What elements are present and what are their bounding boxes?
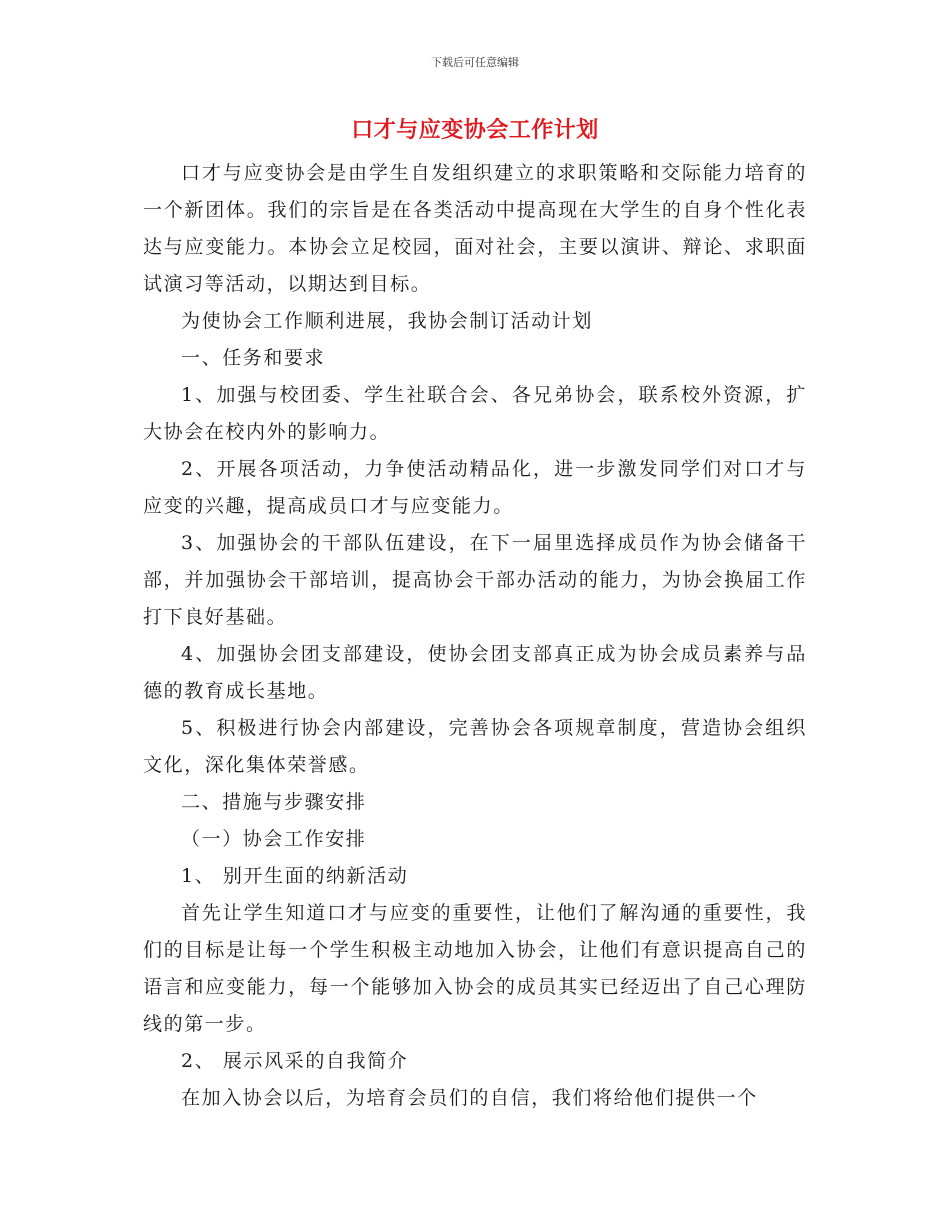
document-body: [143, 155, 807, 1117]
task-item-5: 5、积极进行协会内部建设，完善协会各项规章制度，营造协会组织文化，深化集体荣誉感。: [143, 717, 807, 776]
item-heading-recruitment: 1、 别开生面的纳新活动: [181, 865, 409, 887]
paragraph-intro: 口才与应变协会是由学生自发组织建立的求职策略和交际能力培育的一个新团体。我们的宗旨是在各类活动中提高现在大学生的自身个性化表达与应变能力。本协会立足校园，面对社会，主要以演讲、辩论、求职面试演习等活动，以期达到目标。: [143, 162, 807, 295]
task-item-3: 3、加强协会的干部队伍建设，在下一届里选择成员作为协会储备干部，并加强协会干部培训，提高协会干部办活动的能力，为协会换届工作打下良好基础。: [143, 532, 807, 628]
section-heading-tasks: 一、任务和要求: [181, 347, 326, 369]
paragraph-introduction: 在加入协会以后，为培育会员们的自信，我们将给他们提供一个: [181, 1087, 758, 1109]
item-heading-introduction: 2、 展示风采的自我简介: [181, 1050, 409, 1072]
header-note: 下载后可任意编辑: [431, 56, 519, 69]
paragraph-recruitment: 首先让学生知道口才与应变的重要性，让他们了解沟通的重要性，我们的目标是让每一个学生积极主动地加入协会，让他们有意识提高自己的语言和应变能力，每一个能够加入协会的成员其实已经迈出了自己心理防线的第一步。: [143, 902, 807, 1035]
subsection-heading-arrangement: （一）协会工作安排: [181, 828, 367, 850]
paragraph-plan-statement: 为使协会工作顺利进展，我协会制订活动计划: [181, 310, 594, 332]
section-heading-measures: 二、措施与步骤安排: [181, 791, 367, 813]
task-item-4: 4、加强协会团支部建设，使协会团支部真正成为协会成员素养与品德的教育成长基地。: [143, 643, 807, 702]
task-item-1: 1、加强与校团委、学生社联合会、各兄弟协会，联系校外资源，扩大协会在校内外的影响力。: [143, 384, 807, 443]
task-item-2: 2、开展各项活动，力争使活动精品化，进一步激发同学们对口才与应变的兴趣，提高成员口才与应变能力。: [143, 458, 807, 517]
document-title: 口才与应变协会工作计划: [351, 117, 599, 143]
